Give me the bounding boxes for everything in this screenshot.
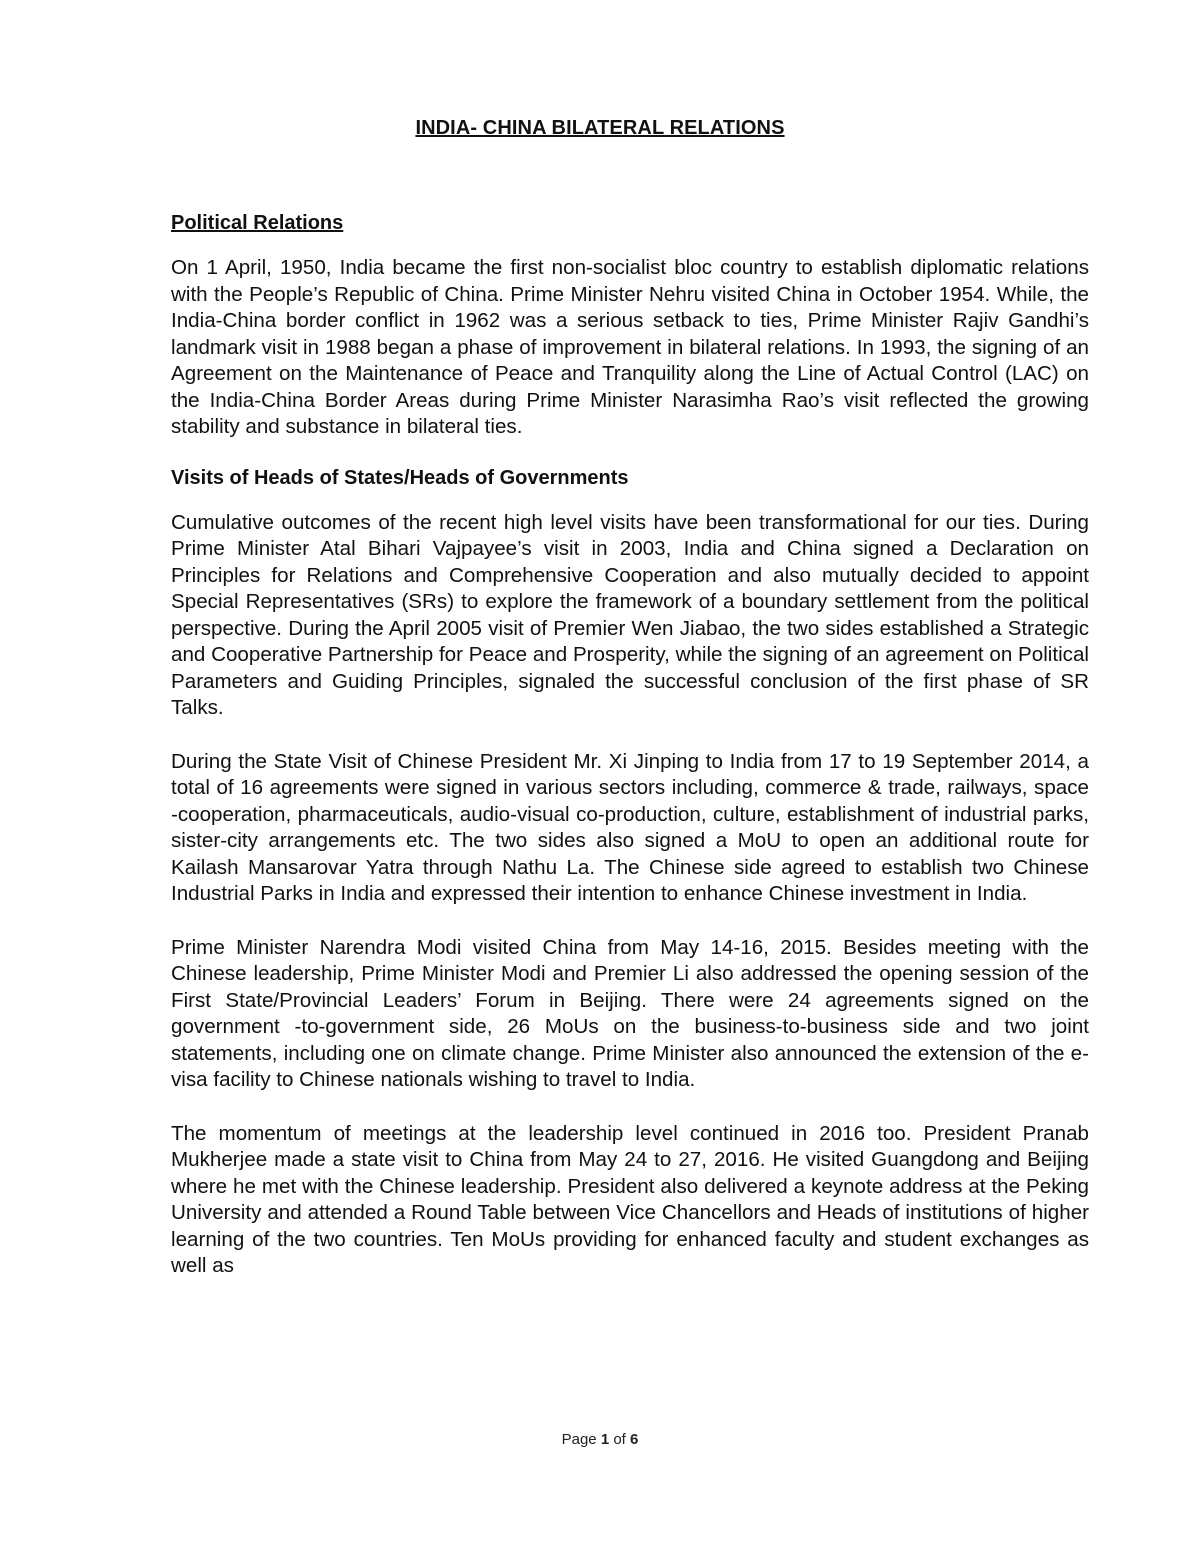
page-label: Page [561, 1431, 597, 1448]
document-body [171, 208, 1089, 1280]
current-page-number: 1 [600, 1431, 610, 1448]
document-title: INDIA- CHINA BILATERAL RELATIONS [415, 117, 785, 139]
paragraph-xi-jinping-visit: During the State Visit of Chinese President Mr. Xi Jinping to India from 17 to 19 September 2014, a total of 16 agreements were signed in various sectors including, commerce & trade, railways, space -cooperation, pharmaceuticals, audio-visual co-production, culture, establishment of industrial parks, sister-city arrangements etc. The two sides also signed a MoU to open an additional route for Kailash Mansarovar Yatra through Nathu La. The Chinese side agreed to establish two Chinese Industrial Parks in India and expressed their intention to enhance Chinese investment in India. [171, 749, 1089, 905]
paragraph-cumulative-outcomes: Cumulative outcomes of the recent high level visits have been transformational for our ties. During Prime Minister Atal Bihari Vajpayee’s visit in 2003, India and China signed a Declaration on Principles for Relations and Comprehensive Cooperation and also mutually decided to appoint Special Representatives (SRs) to explore the framework of a boundary settlement from the political perspective. During the April 2005 visit of Premier Wen Jiabao, the two sides established a Strategic and Cooperative Partnership for Peace and Prosperity, while the signing of an agreement on Political Parameters and Guiding Principles, signaled the successful conclusion of the first phase of SR Talks. [171, 510, 1089, 719]
paragraph-political-relations: On 1 April, 1950, India became the first non-socialist bloc country to establish diplomatic relations with the People’s Republic of China. Prime Minister Nehru visited China in October 1954. While, the India-China border conflict in 1962 was a serious setback to ties, Prime Minister Rajiv Gandhi’s landmark visit in 1988 began a phase of improvement in bilateral relations. In 1993, the signing of an Agreement on the Maintenance of Peace and Tranquility along the Line of Actual Control (LAC) on the India-China Border Areas during Prime Minister Narasimha Rao’s visit reflected the growing stability and substance in bilateral ties. [171, 256, 1089, 438]
of-label: of [613, 1431, 626, 1448]
section-heading-visits: Visits of Heads of States/Heads of Governments [171, 466, 629, 489]
paragraph-modi-visit: Prime Minister Narendra Modi visited China from May 14-16, 2015. Besides meeting with the Chinese leadership, Prime Minister Modi and Premier Li also addressed the opening session of the First State/Provincial Leaders’ Forum in Beijing. There were 24 agreements signed on the government -to-government side, 26 MoUs on the business-to-business side and two joint statements, including one on climate change. Prime Minister also announced the extension of the e-visa facility to Chinese nationals wishing to travel to India. [171, 935, 1089, 1091]
paragraph-2016-momentum: The momentum of meetings at the leadership level continued in 2016 too. President Pranab Mukherjee made a state visit to China from May 24 to 27, 2016. He visited Guangdong and Beijing where he met with the Chinese leadership. President also delivered a keynote address at the Peking University and attended a Round Table between Vice Chancellors and Heads of institutions of higher learning of the two countries. Ten MoUs providing for enhanced faculty and student exchanges as well as [171, 1121, 1089, 1277]
total-pages-number: 6 [630, 1431, 639, 1448]
section-heading-political-relations: Political Relations [171, 212, 344, 234]
page-number-footer [0, 1431, 1200, 1448]
